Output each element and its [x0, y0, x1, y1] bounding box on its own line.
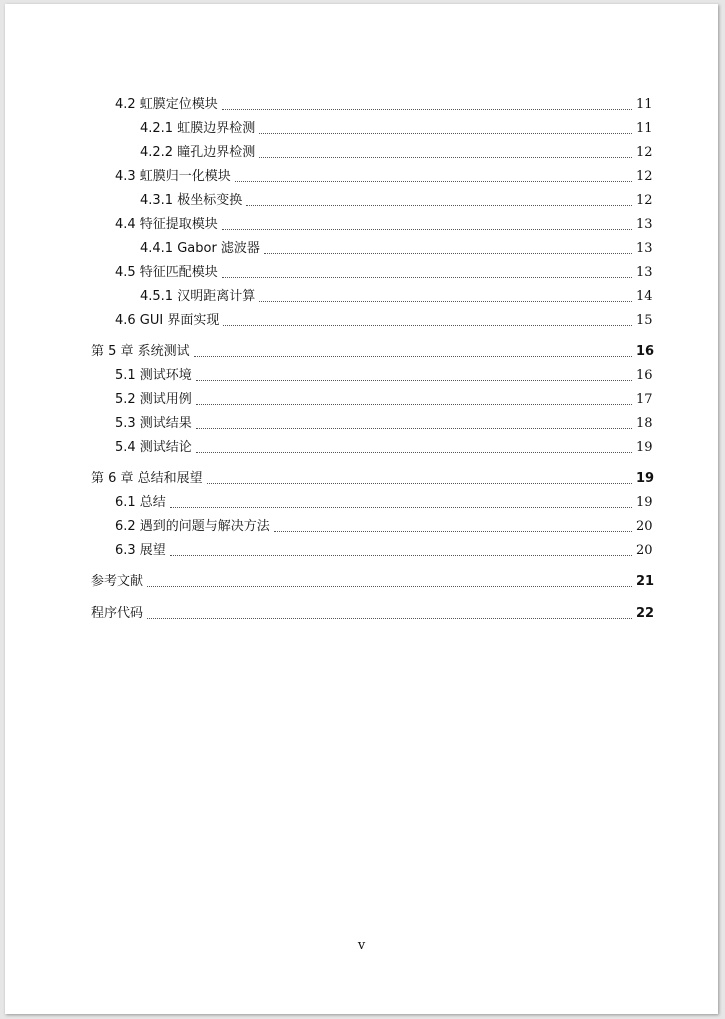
toc-entry-page-number: 20	[636, 519, 653, 534]
dot-leader	[196, 427, 632, 429]
toc-entry-page-number: 11	[636, 121, 653, 136]
document-page	[5, 4, 718, 1014]
toc-entry-page-number: 21	[636, 574, 655, 589]
toc-entry-page-number: 20	[636, 543, 653, 558]
dot-leader	[259, 156, 632, 158]
toc-entry-page-number: 17	[636, 392, 653, 407]
toc-entry-page-number: 19	[636, 471, 655, 486]
toc-entry[interactable]	[140, 144, 652, 162]
dot-leader	[196, 379, 632, 381]
toc-entry[interactable]	[115, 168, 652, 186]
toc-chapter-entry[interactable]	[91, 470, 655, 488]
toc-entry[interactable]	[140, 192, 652, 210]
toc-entry-page-number: 16	[636, 368, 653, 383]
toc-entry[interactable]	[140, 288, 652, 306]
toc-entry[interactable]	[115, 391, 652, 409]
dot-leader	[222, 108, 632, 110]
toc-entry-page-number: 13	[636, 241, 653, 256]
toc-entry-title: 4.3 虹膜归一化模块	[115, 169, 231, 184]
toc-entry[interactable]	[115, 367, 652, 385]
dot-leader	[259, 132, 632, 134]
dot-leader	[259, 300, 632, 302]
toc-chapter-entry[interactable]	[91, 605, 655, 623]
toc-entry-page-number: 16	[636, 344, 655, 359]
toc-entry-title: 5.1 测试环境	[115, 368, 192, 383]
dot-leader	[222, 276, 632, 278]
toc-entry-title: 5.2 测试用例	[115, 392, 192, 407]
dot-leader	[274, 530, 632, 532]
toc-entry-title: 4.3.1 极坐标变换	[140, 193, 243, 208]
page-number: v	[357, 938, 366, 953]
toc-entry[interactable]	[115, 439, 652, 457]
toc-entry-title: 4.2.2 瞳孔边界检测	[140, 145, 256, 160]
toc-entry-title: 第 6 章 总结和展望	[91, 471, 203, 486]
toc-entry-page-number: 19	[636, 440, 653, 455]
toc-entry-title: 4.4 特征提取模块	[115, 217, 218, 232]
toc-entry[interactable]	[115, 494, 652, 512]
dot-leader	[235, 180, 632, 182]
dot-leader	[264, 252, 632, 254]
toc-chapter-entry[interactable]	[91, 343, 655, 361]
toc-entry[interactable]	[115, 312, 652, 330]
toc-chapter-entry[interactable]	[91, 573, 655, 591]
dot-leader	[170, 554, 632, 556]
toc-entry-page-number: 22	[636, 606, 655, 621]
toc-entry[interactable]	[115, 542, 652, 560]
dot-leader	[246, 204, 632, 206]
toc-entry[interactable]	[115, 96, 652, 114]
toc-entry-title: 4.6 GUI 界面实现	[115, 313, 220, 328]
toc-entry-title: 4.2.1 虹膜边界检测	[140, 121, 256, 136]
toc-entry-title: 4.5 特征匹配模块	[115, 265, 218, 280]
toc-entry-page-number: 11	[636, 97, 653, 112]
dot-leader	[194, 355, 632, 357]
toc-entry-page-number: 13	[636, 265, 653, 280]
toc-entry-title: 参考文献	[91, 574, 144, 589]
toc-entry[interactable]	[140, 120, 652, 138]
toc-entry-title: 4.5.1 汉明距离计算	[140, 289, 256, 304]
toc-entry-title: 6.1 总结	[115, 495, 166, 510]
toc-entry-page-number: 14	[636, 289, 653, 304]
toc-entry[interactable]	[115, 216, 652, 234]
toc-entry[interactable]	[115, 518, 652, 536]
dot-leader	[170, 506, 632, 508]
dot-leader	[147, 585, 632, 587]
dot-leader	[223, 324, 632, 326]
toc-entry[interactable]	[115, 264, 652, 282]
toc-entry-page-number: 12	[636, 169, 653, 184]
toc-entry-title: 4.2 虹膜定位模块	[115, 97, 218, 112]
toc-entry[interactable]	[115, 415, 652, 433]
toc-entry-title: 6.2 遇到的问题与解决方法	[115, 519, 270, 534]
dot-leader	[147, 617, 632, 619]
dot-leader	[207, 482, 632, 484]
toc-entry-title: 第 5 章 系统测试	[91, 344, 190, 359]
toc-entry-title: 程序代码	[91, 606, 144, 621]
table-of-contents	[5, 4, 718, 1014]
toc-entry-page-number: 12	[636, 193, 653, 208]
toc-entry-title: 5.4 测试结论	[115, 440, 192, 455]
toc-entry-page-number: 15	[636, 313, 653, 328]
toc-entry-title: 6.3 展望	[115, 543, 166, 558]
dot-leader	[196, 451, 632, 453]
toc-entry-page-number: 19	[636, 495, 653, 510]
toc-entry-page-number: 13	[636, 217, 653, 232]
dot-leader	[222, 228, 632, 230]
toc-entry-title: 5.3 测试结果	[115, 416, 192, 431]
toc-entry-page-number: 18	[636, 416, 653, 431]
toc-entry-page-number: 12	[636, 145, 653, 160]
dot-leader	[196, 403, 632, 405]
toc-entry[interactable]	[140, 240, 652, 258]
toc-entry-title: 4.4.1 Gabor 滤波器	[140, 241, 260, 256]
